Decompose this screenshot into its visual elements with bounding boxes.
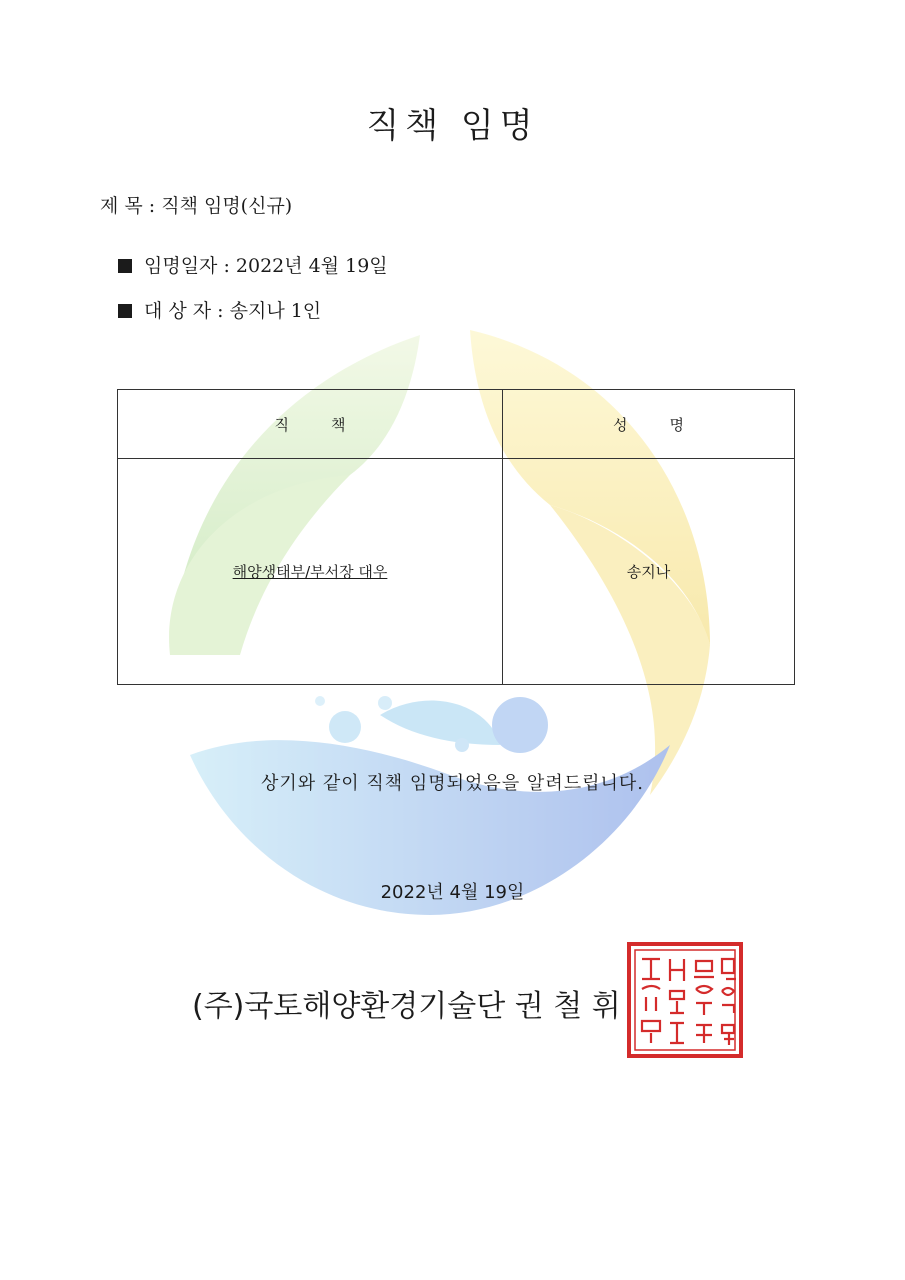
position-text: 해양생태부/부서장 대우 xyxy=(232,563,388,581)
appointment-date-text: 임명일자 : 2022년 4월 19일 xyxy=(144,255,388,277)
cell-position xyxy=(118,459,503,685)
cell-name: 송지나 xyxy=(503,459,795,685)
notice-text: 상기와 같이 직책 임명되었음을 알려드립니다. xyxy=(261,773,644,794)
issue-date: 2022년 4월 19일 xyxy=(380,882,525,903)
appointment-table xyxy=(117,389,795,685)
target-line xyxy=(118,296,321,323)
square-bullet-icon xyxy=(118,259,132,273)
appointment-date-line xyxy=(118,251,388,278)
target-text: 대 상 자 : 송지나 1인 xyxy=(144,300,322,322)
company-seal-stamp xyxy=(626,941,744,1059)
header-name: 성명 xyxy=(503,390,795,459)
table-header-row xyxy=(118,390,795,459)
document-title: 직책 임명 xyxy=(366,106,539,146)
header-position: 직책 xyxy=(118,390,503,459)
square-bullet-icon xyxy=(118,304,132,318)
issuer-name: (주)국토해양환경기술단 권 철 휘 xyxy=(192,989,621,1024)
table-row xyxy=(118,459,795,685)
document-subject: 제 목 : 직책 임명(신규) xyxy=(100,195,293,217)
